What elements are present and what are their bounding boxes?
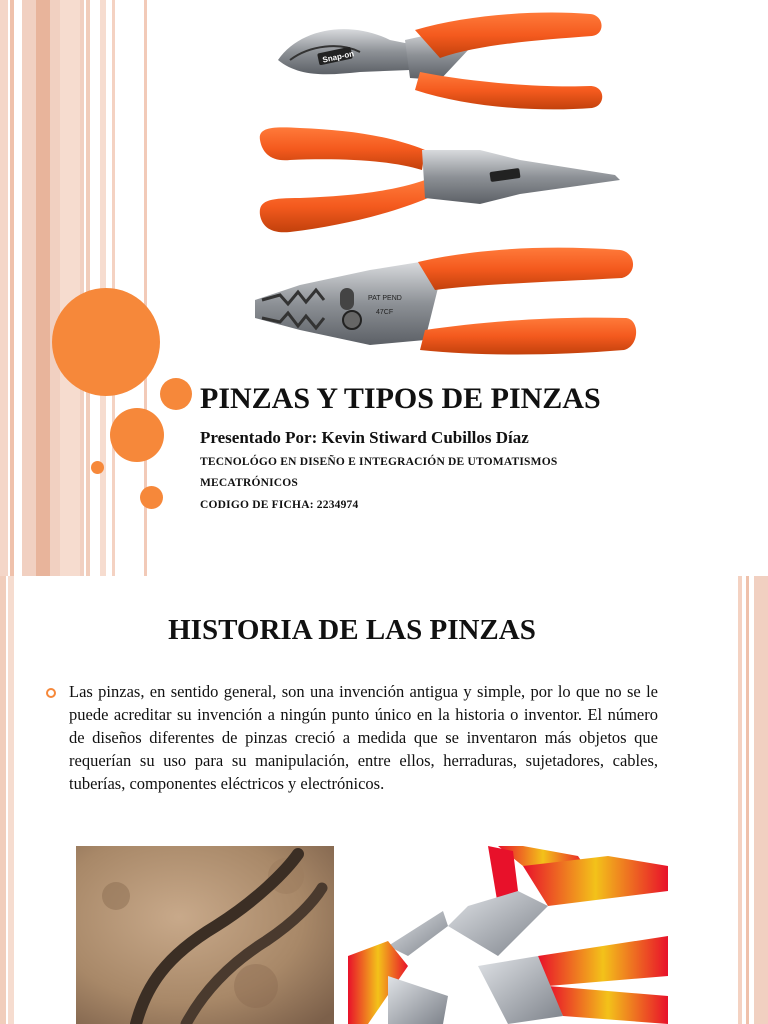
antique-pliers-photo	[76, 846, 334, 1024]
diagonal-cutter-plier	[278, 13, 602, 110]
bullet-icon	[46, 688, 56, 698]
decorative-stripes	[0, 0, 150, 576]
history-slide	[0, 576, 768, 1024]
presenter-line: Presentado Por: Kevin Stiward Cubillos Díaz	[200, 428, 529, 447]
history-paragraph: Las pinzas, en sentido general, son una invención antigua y simple, por lo que no se le puede acreditar su invención a ningún punto único en la historia o inventor. El número de diseños diferentes de pinzas creció a medida que se inventaron más objetos que requerían su uso para su manipulación, entre ellos, herraduras, sujetadores, cables, tuberías, componentes eléctricos y electrónicos.	[69, 682, 658, 793]
slide-title: HISTORIA DE LAS PINZAS	[168, 614, 536, 646]
decorative-circle	[52, 288, 160, 396]
program-line-2: MECATRÓNICOS	[200, 477, 299, 489]
decorative-circle	[110, 408, 164, 462]
brand-label: Snap-on	[321, 49, 355, 65]
slip-joint-plier	[255, 248, 636, 355]
pliers-illustration	[240, 0, 650, 370]
tool-marking: PAT PEND	[368, 295, 402, 302]
slide-title: PINZAS Y TIPOS DE PINZAS	[200, 382, 601, 415]
decorative-circle	[140, 486, 163, 509]
modern-pliers-photo	[348, 846, 668, 1024]
tool-model: 47CF	[376, 309, 394, 316]
ficha-code: CODIGO DE FICHA: 2234974	[200, 499, 359, 511]
decorative-band-right	[738, 576, 768, 1024]
program-line-1: TECNOLÓGO EN DISEÑO E INTEGRACIÓN DE UTOMATISMOS	[200, 456, 558, 468]
decorative-circle	[160, 378, 192, 410]
needle-nose-plier	[260, 127, 620, 232]
decorative-circle	[91, 461, 104, 474]
